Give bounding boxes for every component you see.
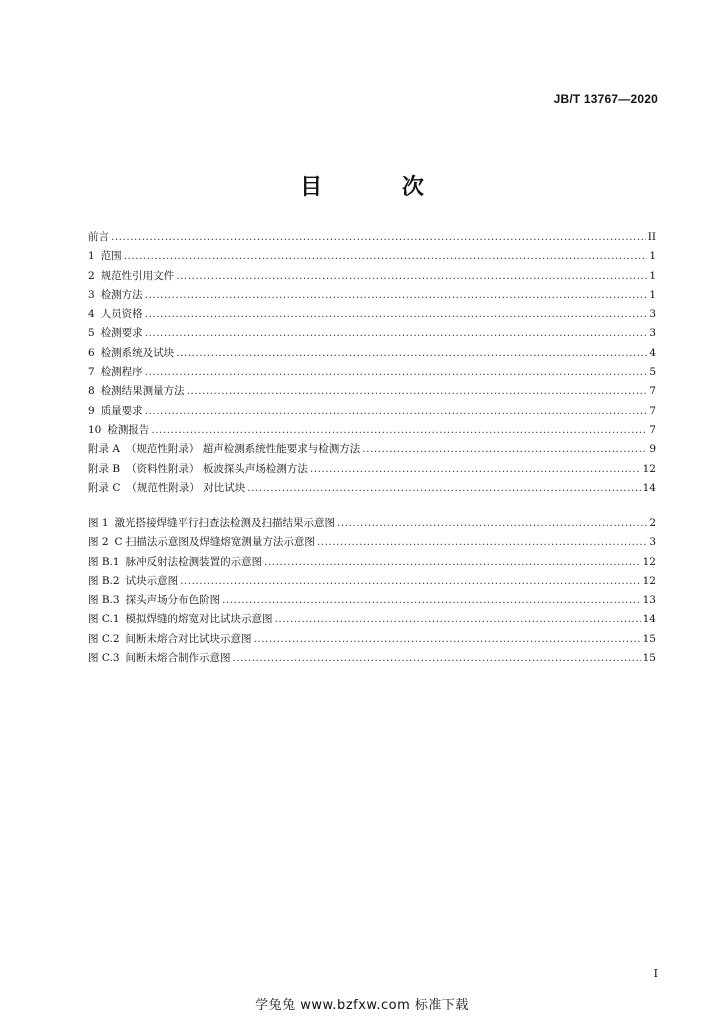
dot-leader (310, 460, 641, 479)
watermark-text: 学兔兔 www.bzfxw.com 标准下载 (255, 998, 469, 1013)
toc-entry[interactable] (88, 363, 656, 382)
dot-leader (145, 363, 648, 382)
figure-entry-page: 3 (649, 536, 656, 549)
toc-entry-number: 附录 B (88, 462, 121, 475)
dot-leader (222, 591, 641, 610)
dot-leader (145, 402, 648, 421)
toc-entry-label: 人员资格 (100, 308, 143, 321)
toc-entry-label: 检测报告 (107, 423, 150, 436)
toc-entry[interactable] (88, 402, 656, 421)
toc-entry-number: 4 (88, 308, 95, 321)
figure-entry-label: 试块示意图 (125, 574, 179, 587)
toc-entry-number: 10 (88, 423, 102, 436)
toc-entry[interactable] (88, 382, 656, 401)
figure-entry-label: 激光搭接焊缝平行扫查法检测及扫描结果示意图 (114, 517, 336, 529)
toc-entry-page: 3 (649, 308, 656, 321)
figure-entry-number: 图 C.3 (88, 652, 120, 665)
dot-leader (247, 479, 640, 498)
toc-entry[interactable] (88, 247, 656, 266)
toc-entry-label: 检测结果测量方法 (100, 385, 185, 398)
toc-entry-page: 9 (649, 443, 656, 456)
dot-leader (180, 572, 641, 591)
toc-entry-page: 14 (642, 481, 656, 494)
toc-entry-label: 检测程序 (100, 366, 143, 379)
toc-list (88, 228, 656, 498)
toc-entry-number: 3 (88, 288, 95, 301)
figure-entry-label: 间断未熔合制作示意图 (125, 652, 231, 665)
dot-leader (145, 286, 648, 305)
toc-entry[interactable] (88, 440, 656, 459)
figure-entry[interactable] (88, 553, 656, 572)
toc-entry-page: 4 (649, 346, 656, 359)
toc-entry-label: 检测方法 (100, 288, 143, 301)
toc-entry[interactable] (88, 421, 656, 440)
figure-entry-label: 模拟焊缝的熔宽对比试块示意图 (125, 613, 273, 626)
toc-entry-page: 12 (642, 462, 656, 475)
toc-entry-label: 检测系统及试块 (100, 346, 175, 359)
toc-entry-number: 附录 C (88, 481, 121, 494)
toc-entry-page: 7 (649, 404, 656, 417)
figure-entry[interactable] (88, 533, 656, 552)
document-number: JB/T 13767—2020 (553, 92, 658, 106)
figure-entry-page: 12 (642, 555, 656, 568)
toc-entry-number: 2 (88, 269, 95, 282)
figure-entry[interactable] (88, 649, 656, 668)
figure-entry-number: 图 1 (88, 517, 109, 529)
toc-entry[interactable] (88, 305, 656, 324)
figure-entry-number: 图 C.1 (88, 613, 120, 626)
toc-entry[interactable] (88, 324, 656, 343)
toc-entry-number: 1 (88, 250, 95, 263)
toc-entry-number: 6 (88, 346, 95, 359)
toc-entry-label: （规范性附录） 超声检测系统性能要求与检测方法 (125, 443, 361, 456)
toc-entry[interactable] (88, 344, 656, 363)
figure-list (88, 514, 656, 668)
dot-leader (145, 324, 648, 343)
dot-leader (145, 305, 648, 324)
figure-entry-page: 15 (642, 632, 656, 645)
figure-entry[interactable] (88, 572, 656, 591)
dot-leader (317, 533, 647, 552)
figure-entry-number: 图 B.2 (88, 574, 120, 587)
toc-entry-label: 规范性引用文件 (100, 269, 175, 282)
toc-entry-page: 1 (649, 288, 656, 301)
dot-leader (254, 630, 641, 649)
figure-entry-label: C 扫描法示意图及焊缝熔宽测量方法示意图 (114, 536, 315, 549)
dot-leader (176, 267, 647, 286)
figure-entry-label: 探头声场分布色阶图 (125, 594, 221, 607)
toc-entry-page: II (647, 231, 656, 243)
figure-entry-number: 图 B.3 (88, 594, 120, 607)
figure-entry-label: 脉冲反射法检测装置的示意图 (125, 555, 263, 568)
dot-leader (275, 610, 641, 629)
toc-entry[interactable] (88, 479, 656, 498)
figure-entry-page: 15 (642, 652, 656, 665)
dot-leader (362, 440, 647, 459)
dot-leader (233, 649, 641, 668)
toc-entry-page: 7 (649, 423, 656, 436)
figure-entry-page: 2 (649, 517, 656, 529)
dot-leader (176, 344, 647, 363)
dot-leader (337, 514, 647, 533)
toc-entry[interactable] (88, 286, 656, 305)
toc-entry-page: 7 (649, 385, 656, 398)
toc-entry-label: （资料性附录） 板波探头声场检测方法 (126, 462, 308, 475)
figure-entry[interactable] (88, 610, 656, 629)
toc-entry-page: 1 (649, 250, 656, 263)
figure-entry-page: 12 (642, 574, 656, 587)
figure-entry-number: 图 B.1 (88, 555, 120, 568)
dot-leader (111, 228, 646, 247)
dot-leader (124, 247, 648, 266)
figure-entry-label: 间断未熔合对比试块示意图 (125, 632, 252, 645)
figure-entry-page: 13 (642, 594, 656, 607)
toc-entry-label: （规范性附录） 对比试块 (126, 481, 246, 494)
toc-entry-label: 范围 (100, 250, 122, 263)
toc-entry-page: 5 (649, 366, 656, 379)
dot-leader (187, 382, 648, 401)
toc-entry-number: 8 (88, 385, 95, 398)
toc-entry-label: 前言 (88, 231, 109, 243)
figure-entry[interactable] (88, 514, 656, 533)
figure-entry-page: 14 (642, 613, 656, 626)
toc-entry[interactable] (88, 228, 656, 247)
figure-entry[interactable] (88, 591, 656, 610)
toc-title: 目 次 (300, 175, 460, 200)
toc-entry-number: 7 (88, 366, 95, 379)
toc-entry-page: 3 (649, 327, 656, 340)
dot-leader (264, 553, 641, 572)
toc-entry[interactable] (88, 267, 656, 286)
figure-entry[interactable] (88, 630, 656, 649)
toc-entry[interactable] (88, 460, 656, 479)
dot-leader (151, 421, 647, 440)
toc-entry-label: 检测要求 (100, 327, 143, 340)
toc-entry-page: 1 (649, 269, 656, 282)
toc-entry-number: 5 (88, 327, 95, 340)
figure-entry-number: 图 2 (88, 536, 109, 549)
figure-entry-number: 图 C.2 (88, 632, 120, 645)
toc-entry-number: 附录 A (88, 443, 120, 456)
toc-entry-number: 9 (88, 404, 95, 417)
page-number: I (653, 967, 658, 980)
toc-entry-label: 质量要求 (100, 404, 143, 417)
